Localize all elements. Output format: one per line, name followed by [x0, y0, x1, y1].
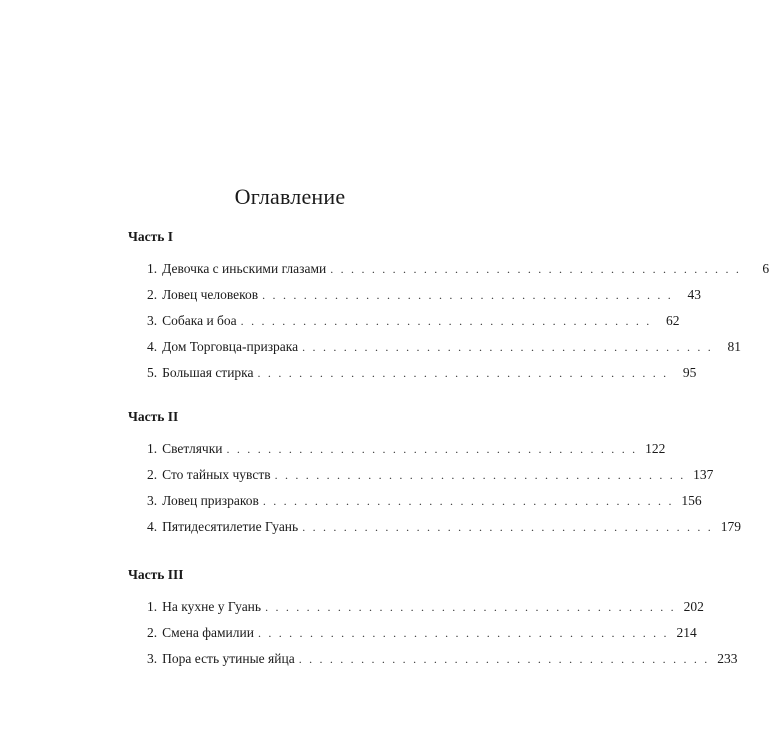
chapter-number: 3.: [147, 651, 158, 666]
chapter-title: Пятидесятилетие Гуань: [162, 519, 299, 534]
page-number: 202: [683, 599, 704, 614]
page-number: 62: [665, 313, 680, 328]
toc-entry: [147, 256, 769, 282]
toc-part-2: [128, 407, 741, 540]
dot-leader: . . . . . . . . . . . . . . . . . . . . . . . . . . . . . . . . . . . . . . . .: [226, 442, 638, 456]
page-number: 214: [676, 625, 697, 640]
toc-title: Оглавление: [234, 184, 346, 209]
toc-entry: [147, 308, 680, 334]
page-number: 43: [687, 287, 701, 302]
chapter-title: Смена фамилии: [162, 625, 254, 640]
chapter-title: Ловец человеков: [162, 287, 259, 302]
page-number: 137: [693, 467, 714, 482]
chapter-title: Пора есть утиные яйца: [162, 651, 295, 666]
chapter-number: 3.: [147, 313, 158, 328]
chapter-title: Ловец призраков: [162, 493, 259, 508]
dot-leader: . . . . . . . . . . . . . . . . . . . . . . . . . . . . . . . . . . . . . . . .: [262, 288, 673, 302]
page-number: 179: [720, 519, 741, 534]
dot-leader: . . . . . . . . . . . . . . . . . . . . . . . . . . . . . . . . . . . . . . . .: [257, 366, 669, 380]
toc-entry: [147, 646, 738, 672]
toc-entry: [147, 514, 741, 540]
page-number: 233: [717, 651, 738, 666]
dot-leader: . . . . . . . . . . . . . . . . . . . . . . . . . . . . . . . . . . . . . . . .: [262, 494, 674, 508]
toc-entry: [147, 594, 704, 620]
dot-leader: . . . . . . . . . . . . . . . . . . . . . . . . . . . . . . . . . . . . . . . .: [298, 652, 710, 666]
toc-entry: [147, 462, 714, 488]
chapter-number: 2.: [147, 625, 158, 640]
dot-leader: . . . . . . . . . . . . . . . . . . . . . . . . . . . . . . . . . . . . . . . .: [302, 520, 713, 534]
dot-leader: . . . . . . . . . . . . . . . . . . . . . . . . . . . . . . . . . . . . . . . .: [330, 262, 742, 276]
chapter-number: 2.: [147, 467, 158, 482]
chapter-title: Большая стирка: [162, 365, 254, 380]
chapter-list: [128, 256, 769, 386]
chapter-title: Светлячки: [162, 441, 223, 456]
page-number: 95: [682, 365, 697, 380]
page-number: 122: [645, 441, 666, 456]
chapter-number: 3.: [147, 493, 158, 508]
toc-entry: [147, 282, 701, 308]
dot-leader: . . . . . . . . . . . . . . . . . . . . . . . . . . . . . . . . . . . . . . . .: [274, 468, 686, 482]
chapter-title: Сто тайных чувств: [162, 467, 271, 482]
chapter-number: 1.: [147, 261, 158, 276]
page-number: 81: [727, 339, 741, 354]
dot-leader: . . . . . . . . . . . . . . . . . . . . . . . . . . . . . . . . . . . . . . . .: [257, 626, 669, 640]
chapter-number: 1.: [147, 441, 158, 456]
chapter-title: Собака и боа: [162, 313, 237, 328]
toc-entry: [147, 620, 697, 646]
chapter-number: 1.: [147, 599, 158, 614]
part-heading: Часть III: [128, 567, 184, 582]
toc-part-1: [128, 227, 769, 386]
dot-leader: . . . . . . . . . . . . . . . . . . . . . . . . . . . . . . . . . . . . . . . .: [302, 340, 713, 354]
chapter-list: [128, 594, 738, 672]
toc-entry: [147, 488, 702, 514]
toc-part-3: [128, 565, 738, 672]
chapter-number: 4.: [147, 339, 158, 354]
chapter-number: 2.: [147, 287, 158, 302]
chapter-title: Дом Торговца-призрака: [162, 339, 299, 354]
toc-entry: [147, 360, 697, 386]
part-heading: Часть II: [128, 409, 179, 424]
chapter-list: [128, 436, 741, 540]
dot-leader: . . . . . . . . . . . . . . . . . . . . . . . . . . . . . . . . . . . . . . . .: [240, 314, 652, 328]
chapter-number: 4.: [147, 519, 158, 534]
toc-entry: [147, 436, 666, 462]
chapter-number: 5.: [147, 365, 158, 380]
chapter-title: На кухне у Гуань: [162, 599, 262, 614]
page-number: 6: [762, 261, 769, 276]
part-heading: Часть I: [128, 229, 174, 244]
chapter-title: Девочка с иньскими глазами: [162, 261, 327, 276]
toc-entry: [147, 334, 741, 360]
page-number: 156: [681, 493, 702, 508]
dot-leader: . . . . . . . . . . . . . . . . . . . . . . . . . . . . . . . . . . . . . . . .: [265, 600, 676, 614]
